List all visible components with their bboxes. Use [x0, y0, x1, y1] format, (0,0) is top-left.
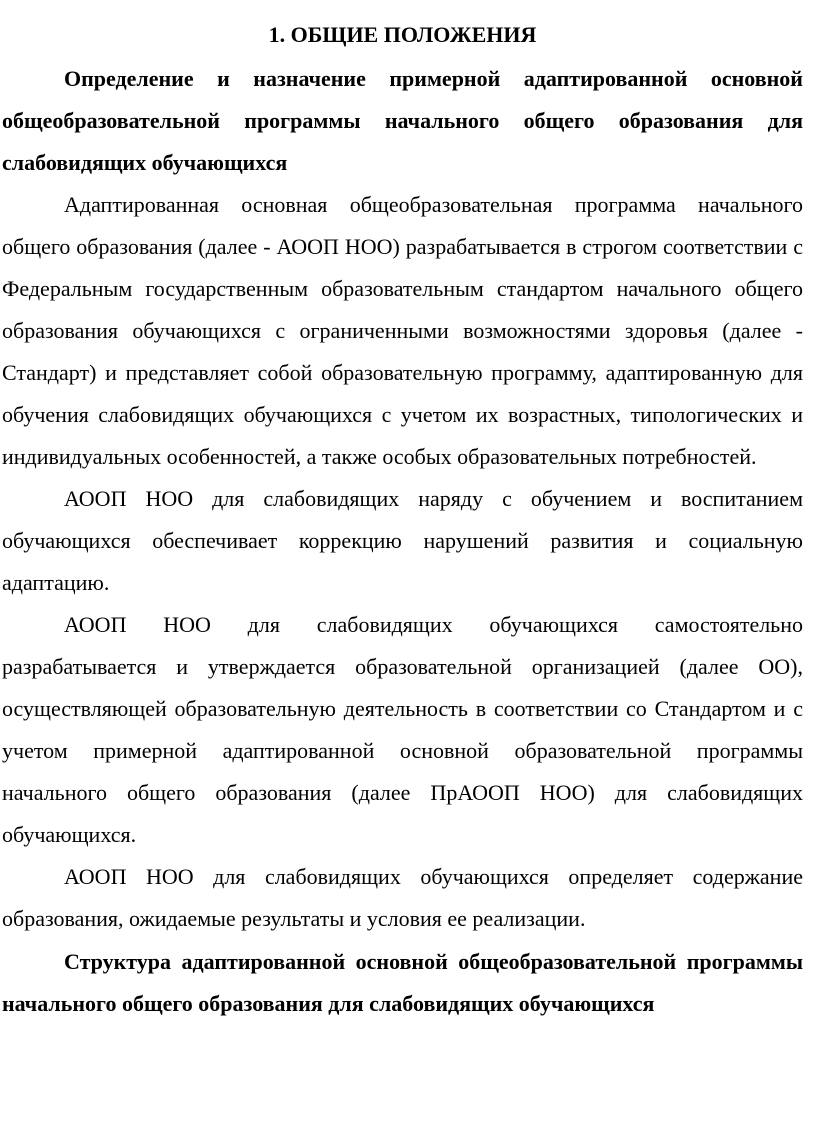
paragraph-aoop-development: АООП НОО для слабовидящих обучающихся самостоятельно разрабатывается и утверждается образовательной организацией (далее ОО), осуществляющей образовательную деятельность в соответствии со Стандартом и с учетом примерной адаптированной основной образовательной программы начального общего образования (далее ПрАООП НОО) для слабовидящих обучающихся.	[2, 612, 803, 847]
paragraph-aoop-content: АООП НОО для слабовидящих обучающихся определяет содержание образования, ожидаемые результаты и условия ее реализации.	[2, 864, 803, 931]
subheading-structure: Структура адаптированной основной общеобразовательной программы начального общего образования для слабовидящих обучающихся	[2, 949, 803, 1016]
section-title: 1. ОБЩИЕ ПОЛОЖЕНИЯ	[268, 22, 537, 47]
paragraph-aoop-description: Адаптированная основная общеобразовательная программа начального общего образования (далее - АООП НОО) разрабатывается в строгом соответствии с Федеральным государственным образовательным стандартом начального общего образования обучающихся с ограниченными возможностями здоровья (далее - Стандарт) и представляет собой образовательную программу, адаптированную для обучения слабовидящих обучающихся с учетом их возрастных, типологических и индивидуальных особенностей, а также особых образовательных потребностей.	[2, 192, 803, 469]
paragraph-aoop-correction: АООП НОО для слабовидящих наряду с обучением и воспитанием обучающихся обеспечивает коррекцию нарушений развития и социальную адаптацию.	[2, 486, 803, 595]
subheading-definition: Определение и назначение примерной адаптированной основной общеобразовательной программы начального общего образования для слабовидящих обучающихся	[2, 66, 803, 175]
